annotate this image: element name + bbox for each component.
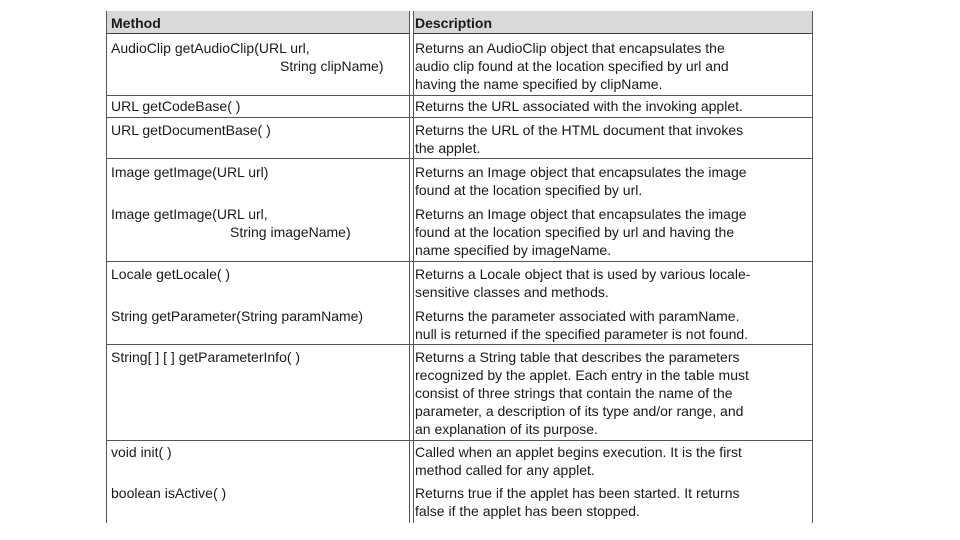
- header-method: Method: [111, 15, 161, 31]
- method-cell: URL getDocumentBase( ): [111, 122, 271, 138]
- description-cell: Called when an applet begins execution. It is the first: [415, 444, 742, 460]
- description-cell: having the name specified by clipName.: [415, 76, 663, 92]
- description-cell: sensitive classes and methods.: [415, 284, 609, 300]
- method-cell: void init( ): [111, 444, 172, 460]
- method-cell: AudioClip getAudioClip(URL url,: [111, 40, 310, 56]
- row-divider: [107, 440, 812, 441]
- description-cell: Returns an Image object that encapsulates the image: [415, 206, 747, 222]
- description-cell: Returns the URL associated with the invoking applet.: [415, 98, 743, 114]
- row-divider: [107, 158, 812, 159]
- description-cell: name specified by imageName.: [415, 242, 612, 258]
- description-cell: false if the applet has been stopped.: [415, 503, 640, 519]
- description-cell: the applet.: [415, 140, 481, 156]
- methods-table: [106, 11, 813, 523]
- description-cell: Returns a String table that describes the parameters: [415, 349, 740, 365]
- description-cell: parameter, a description of its type and/or range, and: [415, 403, 744, 419]
- description-cell: Returns the parameter associated with paramName.: [415, 308, 740, 324]
- description-cell: Returns an AudioClip object that encapsulates the: [415, 40, 725, 56]
- method-cell: String[ ] [ ] getParameterInfo( ): [111, 349, 301, 365]
- description-cell: recognized by the applet. Each entry in the table must: [415, 367, 749, 383]
- description-cell: method called for any applet.: [415, 462, 595, 478]
- header-description: Description: [415, 15, 493, 31]
- row-divider: [107, 261, 812, 262]
- column-divider: [409, 11, 414, 523]
- description-cell: found at the location specified by url.: [415, 182, 643, 198]
- method-cell: Image getImage(URL url,: [111, 206, 268, 222]
- row-divider: [107, 95, 812, 96]
- row-divider: [107, 117, 812, 118]
- description-cell: null is returned if the specified parameter is not found.: [415, 326, 749, 342]
- method-cell: String clipName): [280, 58, 384, 74]
- description-cell: an explanation of its purpose.: [415, 421, 598, 437]
- method-cell: URL getCodeBase( ): [111, 98, 241, 114]
- description-cell: found at the location specified by url and having the: [415, 224, 735, 240]
- method-cell: boolean isActive( ): [111, 485, 227, 501]
- description-cell: Returns the URL of the HTML document that invokes: [415, 122, 744, 138]
- method-cell: String imageName): [230, 224, 351, 240]
- description-cell: audio clip found at the location specified by url and: [415, 58, 729, 74]
- table-header: [107, 11, 812, 34]
- method-cell: Locale getLocale( ): [111, 266, 231, 282]
- row-divider: [107, 344, 812, 345]
- description-cell: consist of three strings that contain the name of the: [415, 385, 733, 401]
- description-cell: Returns true if the applet has been started. It returns: [415, 485, 740, 501]
- method-cell: String getParameter(String paramName): [111, 308, 364, 324]
- description-cell: Returns an Image object that encapsulates the image: [415, 164, 747, 180]
- description-cell: Returns a Locale object that is used by various locale-: [415, 266, 751, 282]
- method-cell: Image getImage(URL url): [111, 164, 269, 180]
